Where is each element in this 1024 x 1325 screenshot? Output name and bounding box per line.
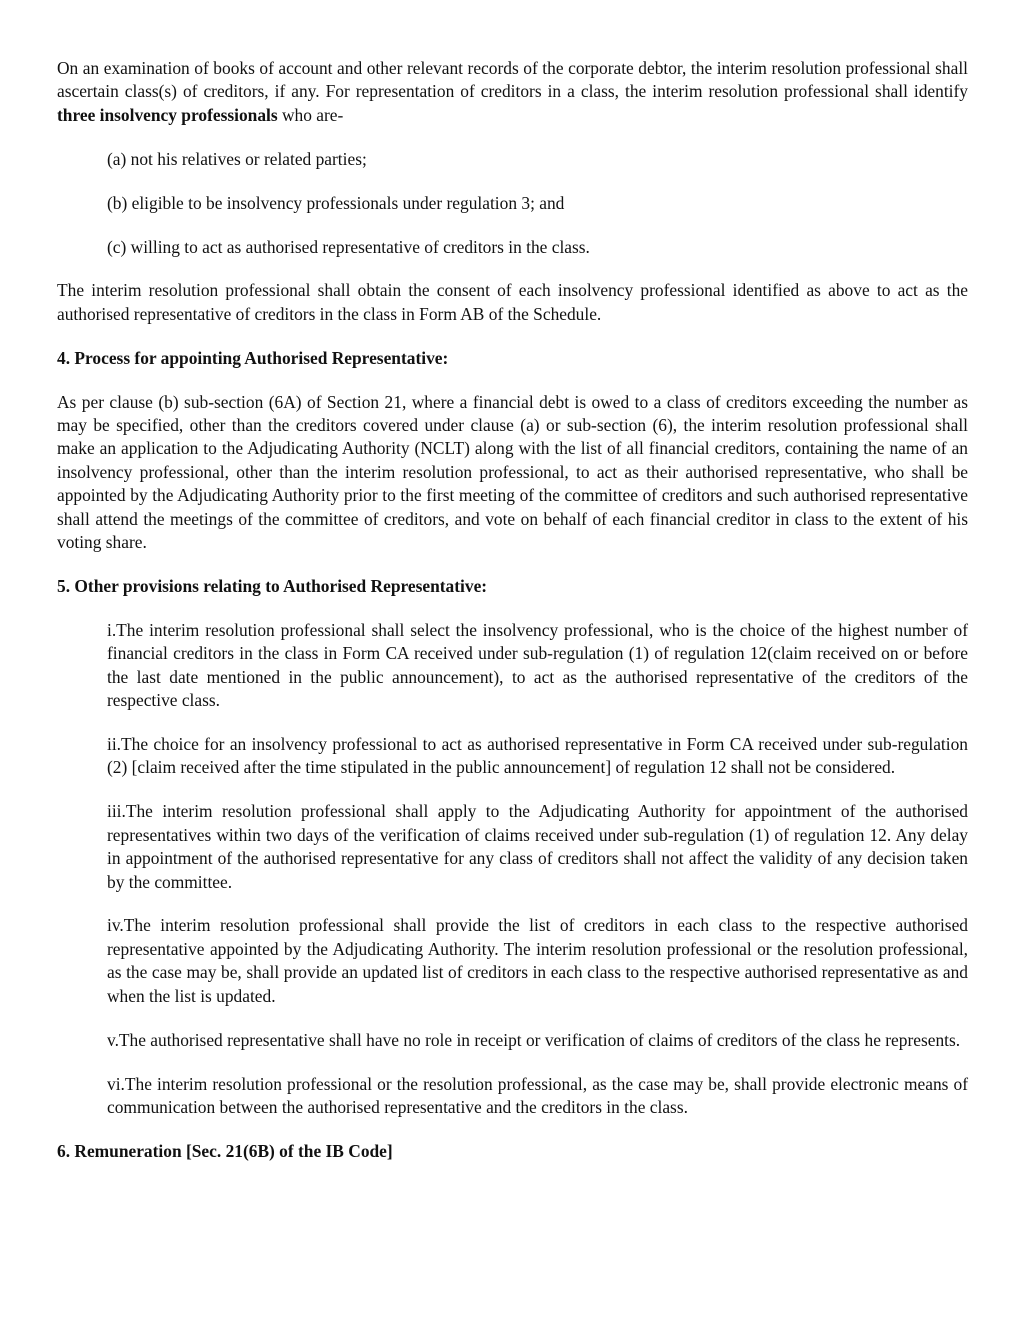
criteria-item-a: (a) not his relatives or related parties; — [107, 148, 367, 169]
section-6-heading: 6. Remuneration [Sec. 21(6B) of the IB Code] — [57, 1140, 393, 1161]
section-4-heading: 4. Process for appointing Authorised Representative: — [57, 347, 449, 368]
criteria-item-b: (b) eligible to be insolvency professionals under regulation 3; and — [107, 192, 565, 213]
intro-text: On an examination of books of account and other relevant records of the corporate debtor, the interim resolution professional shall ascertain class(s) of creditors, if any. For representation of creditors in a class, the interim resolution professional shall identify — [57, 58, 968, 102]
intro-bold-text: three insolvency professionals — [57, 104, 278, 125]
intro-text-end: who are- — [277, 104, 344, 125]
document-page — [57, 57, 968, 1184]
section-5-item-i: i.The interim resolution professional shall select the insolvency professional, who is the choice of the highest number of financial creditors in the class in Form CA received under sub-regulation (1) of regulation 12(claim received on or before the last date mentioned in the public announcement), to act as the authorised representative of the creditors of the respective class. — [107, 619, 968, 711]
intro-paragraph — [57, 57, 968, 127]
section-5-item-ii: ii.The choice for an insolvency professional to act as authorised representative in Form CA received under sub-regulation (2) [claim received after the time stipulated in the public announcement] of regulation 12 shall not be considered. — [107, 734, 968, 778]
section-5-item-iv: iv.The interim resolution professional shall provide the list of creditors in each class to the respective authorised representative appointed by the Adjudicating Authority. The interim resolution professional or the resolution professional, as the case may be, shall provide an updated list of creditors in each class to the respective authorised representative as and when the list is updated. — [107, 915, 968, 1006]
section-5-item-iii: iii.The interim resolution professional shall apply to the Adjudicating Authority for appointment of the authorised representatives within two days of the verification of claims received under sub-regulation (1) of regulation 12. Any delay in appointment of the authorised representative for any class of creditors shall not affect the validity of any decision taken by the committee. — [107, 801, 968, 892]
section-5-item-v: v.The authorised representative shall have no role in receipt or verification of claims of creditors of the class he represents. — [107, 1029, 961, 1050]
consent-paragraph: The interim resolution professional shall obtain the consent of each insolvency professional identified as above to act as the authorised representative of creditors in the class in Form AB of the Schedule. — [57, 280, 968, 324]
criteria-item-c: (c) willing to act as authorised representative of creditors in the class. — [107, 236, 590, 257]
section-5-heading: 5. Other provisions relating to Authorised Representative: — [57, 576, 488, 596]
section-5-item-vi: vi.The interim resolution professional or the resolution professional, as the case may be, shall provide electronic means of communication between the authorised representative and the creditors in the class. — [107, 1073, 968, 1117]
section-4-body: As per clause (b) sub-section (6A) of Section 21, where a financial debt is owed to a class of creditors exceeding the number as may be specified, other than the creditors covered under clause (a) or sub-section (6), the interim resolution professional shall make an application to the Adjudicating Authority (NCLT) along with the list of all financial creditors, containing the name of an insolvency professional, other than the interim resolution professional, to act as their authorised representative, who shall be appointed by the Adjudicating Authority prior to the first meeting of the committee of creditors and such authorised representative shall attend the meetings of the committee of creditors, and vote on behalf of each financial creditor in class to the extent of his voting share. — [57, 391, 968, 553]
